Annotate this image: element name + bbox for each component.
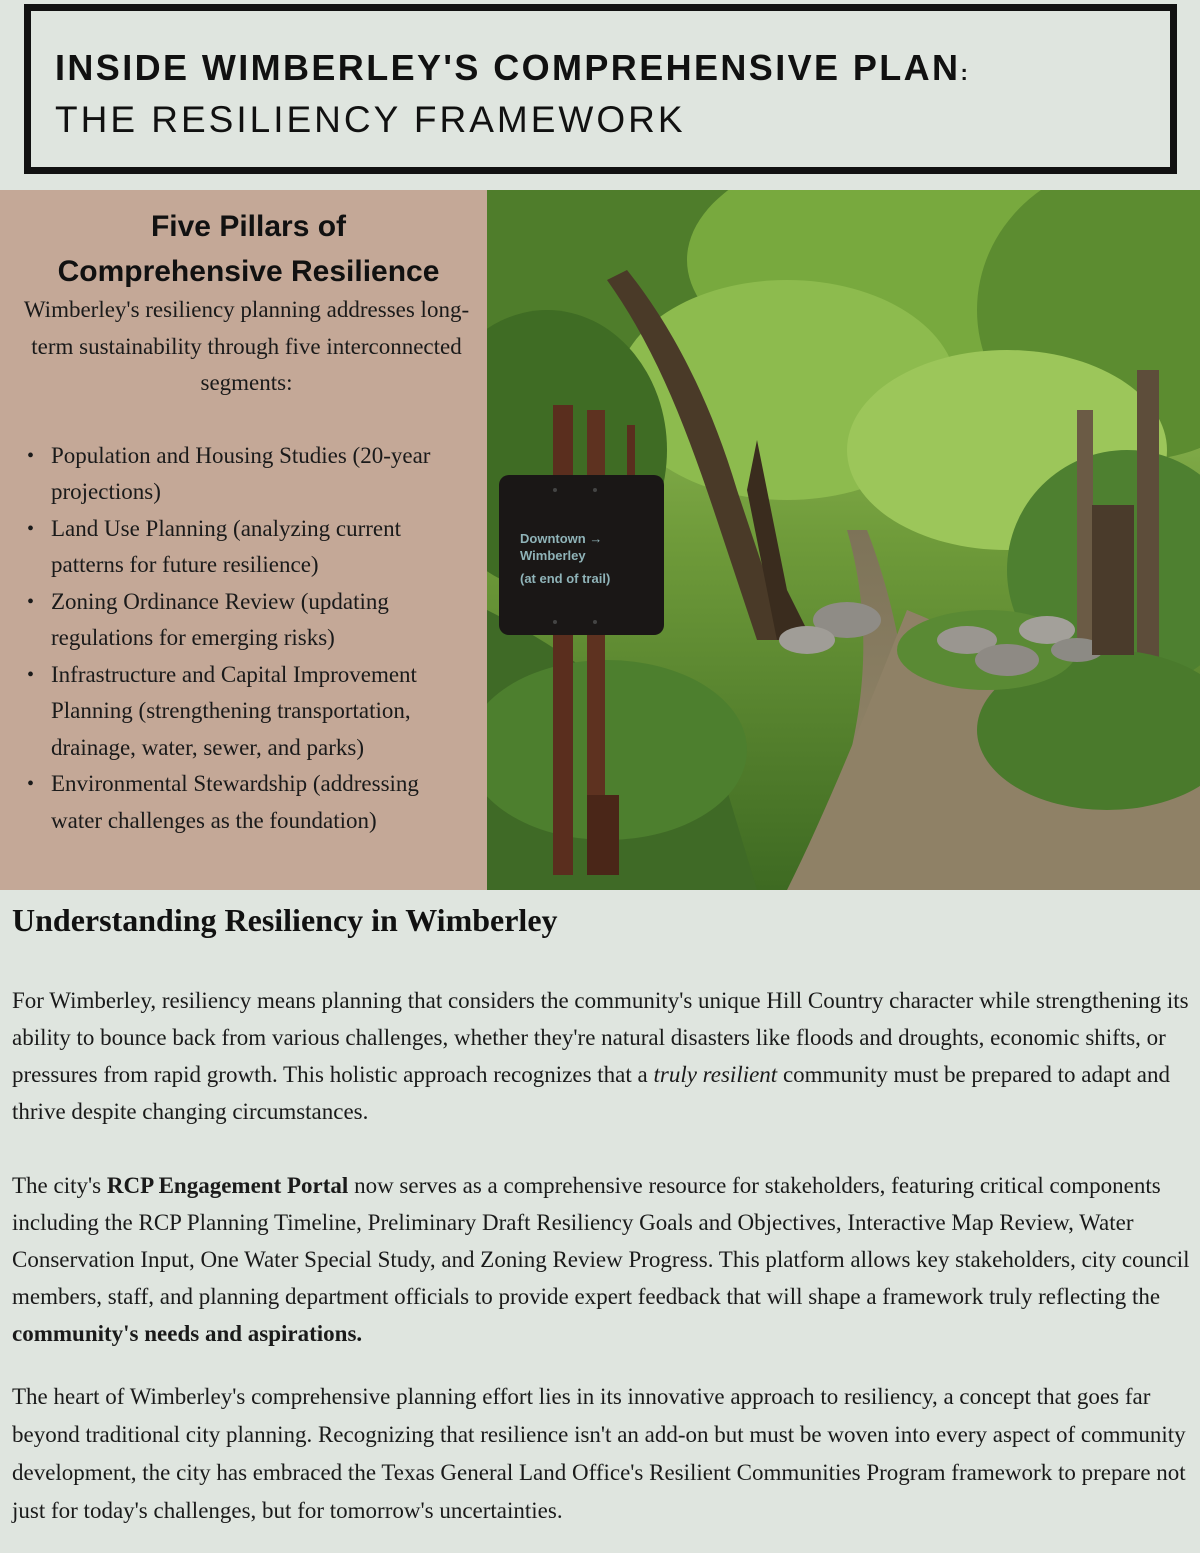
- header-subtitle: THE RESILIENCY FRAMEWORK: [55, 99, 686, 140]
- header-title-main: INSIDE WIMBERLEY'S COMPREHENSIVE PLAN: [55, 47, 961, 88]
- trail-sign-line3: (at end of trail): [520, 571, 611, 586]
- trail-sign-line1: Downtown →: [520, 531, 603, 546]
- p1-text-b: community must be prepared to adapt and thrive despite changing circumstances.: [12, 1062, 1171, 1124]
- pillar-item-infrastructure: • Infrastructure and Capital Improvement Planning (strengthening transportation, drainage, water, sewer, and parks): [18, 657, 475, 767]
- p2-text-b: now serves as a comprehensive resource for stakeholders, featuring critical components including the RCP Planning Timeline, Preliminary Draft Resiliency Goals and Objectives, Interactive Map Review, Water Conservation Input, One Water Special Study, and Zoning Review Progress. This platform allows key stakeholders, city council members, staff, and planning department officials to provide expert feedback that will shape a framework truly reflecting the: [12, 1173, 1190, 1309]
- engagement-portal-label: RCP Engagement Portal: [106, 1173, 349, 1198]
- p1-text-a: For Wimberley, resiliency means planning that considers the community's unique Hill Country character while strengthening its ability to bounce back from various challenges, whether they're natural disasters like floods and droughts, economic shifts, or pressures from rapid growth. This holistic approach recognizes that a: [12, 988, 1189, 1087]
- pillar-item-population: • Population and Housing Studies (20-year projections): [18, 438, 475, 511]
- article-title: Understanding Resiliency in Wimberley: [12, 902, 558, 938]
- pillars-intro: Wimberley's resiliency planning addresses long-term sustainability through five interconnected segments:: [23, 297, 470, 395]
- trail-sign-text: [520, 530, 640, 587]
- pillars-list: [18, 438, 475, 840]
- community-needs-label: community's needs and aspirations.: [12, 1321, 363, 1346]
- header-title: [55, 47, 968, 89]
- article-paragraph-3: The heart of Wimberley's comprehensive planning effort lies in its innovative approach to resiliency, a concept that goes far beyond traditional city planning. Recognizing that resilience isn't an add-on but must be woven into every aspect of community development, the city has embraced the Texas General Land Office's Resilient Communities Program framework to prepare not just for today's challenges, but for tomorrow's uncertainties.: [12, 1384, 1186, 1523]
- article-paragraph-1: [12, 982, 1197, 1130]
- trail-sign-line2: Wimberley: [520, 548, 586, 563]
- pillar-item-environment: • Environmental Stewardship (addressing water challenges as the foundation): [18, 766, 475, 839]
- pillar-item-zoning: • Zoning Ordinance Review (updating regulations for emerging risks): [18, 584, 475, 657]
- p1-emphasis: truly resilient: [653, 1062, 778, 1087]
- header-title-colon: :: [960, 60, 968, 85]
- header-box: [24, 4, 1177, 174]
- pillars-title: [22, 204, 475, 294]
- p2-text-a: The city's: [12, 1173, 107, 1198]
- pillars-title-line2: Comprehensive Resilience: [57, 255, 440, 288]
- article-paragraph-2: [12, 1167, 1197, 1352]
- pillars-panel: [0, 190, 487, 890]
- pillar-item-land-use: • Land Use Planning (analyzing current patterns for future resilience): [18, 511, 475, 584]
- pillars-title-line1: Five Pillars of: [150, 210, 347, 243]
